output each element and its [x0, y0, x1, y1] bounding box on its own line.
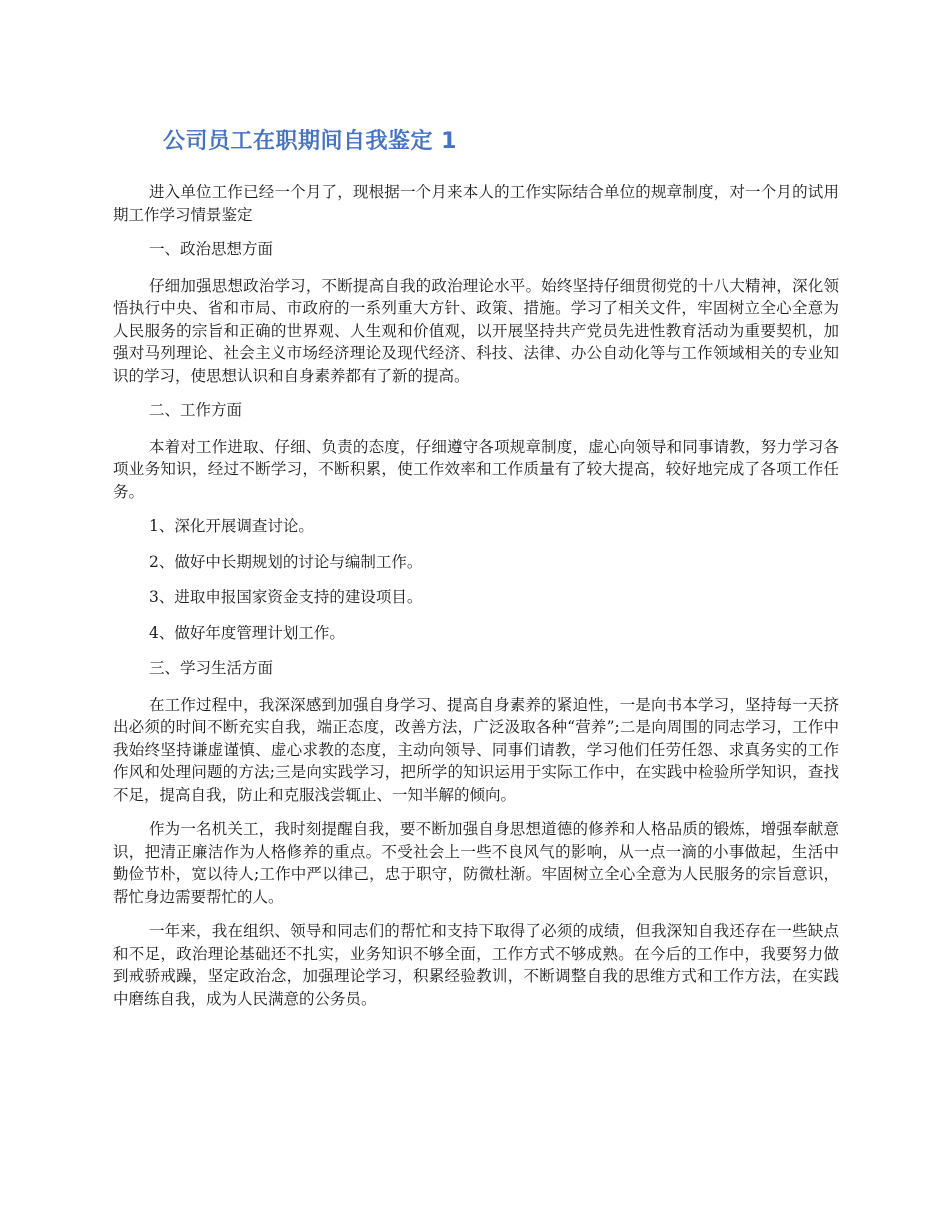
- list-item: 2、做好中长期规划的讨论与编制工作。: [149, 552, 423, 571]
- conduct-paragraph: 作为一名机关工，我时刻提醒自我，要不断加强自身思想道德的修养和人格品质的锻炼，增强奉献意识，把清正廉洁作为人格修养的重点。不受社会上一些不良风气的影响，从一点一滴的小事做起，生活中勤俭节朴，宽以待人;工作中严以律己，忠于职守，防微杜渐。牢固树立全心全意为人民服务的宗旨意识，帮忙身边需要帮忙的人。: [113, 820, 839, 906]
- intro-paragraph: 进入单位工作已经一个月了，现根据一个月来本人的工作实际结合单位的规章制度，对一个月的试用期工作学习情景鉴定: [113, 183, 839, 224]
- list-item: 3、进取申报国家资金支持的建设项目。: [149, 588, 423, 606]
- section-heading-political: 一、政治思想方面: [149, 240, 274, 258]
- document-title: 公司员工在职期间自我鉴定 1: [163, 129, 457, 154]
- work-paragraph: 本着对工作进取、仔细、负责的态度，仔细遵守各项规章制度，虚心向领导和同事请教，努力学习各项业务知识，经过不断学习，不断积累，使工作效率和工作质量有了较大提高，较好地完成了各项工作任务。: [113, 437, 839, 501]
- section-heading-study-life: 三、学习生活方面: [149, 659, 274, 677]
- study-paragraph: 在工作过程中，我深深感到加强自身学习、提高自身素养的紧迫性，一是向书本学习，坚持每一天挤出必须的时间不断充实自我，端正态度，改善方法，广泛汲取各种“营养”;二是向周围的同志学习，工作中我始终坚持谦虚谨慎、虚心求教的态度，主动向领导、同事们请教，学习他们任劳任怨、求真务实的工作作风和处理问题的方法;三是向实践学习，把所学的知识运用于实际工作中，在实践中检验所学知识，查找不足，提高自我，防止和克服浅尝辄止、一知半解的倾向。: [113, 695, 839, 804]
- list-item: 1、深化开展调查讨论。: [149, 517, 314, 535]
- political-paragraph: 仔细加强思想政治学习，不断提高自我的政治理论水平。始终坚持仔细贯彻党的十八大精神，深化领悟执行中央、省和市局、市政府的一系列重大方针、政策、措施。学习了相关文件，牢固树立全心全意为人民服务的宗旨和正确的世界观、人生观和价值观，以开展坚持共产党员先进性教育活动为重要契机，加强对马列理论、社会主义市场经济理论及现代经济、科技、法律、办公自动化等与工作领域相关的专业知识的学习，使思想认识和自身素养都有了新的提高。: [113, 276, 839, 385]
- document-page: [113, 125, 839, 1022]
- section-heading-work: 二、工作方面: [149, 401, 243, 419]
- list-item: 4、做好年度管理计划工作。: [149, 623, 345, 642]
- conclusion-paragraph: 一年来，我在组织、领导和同志们的帮忙和支持下取得了必须的成绩，但我深知自我还存在一些缺点和不足，政治理论基础还不扎实，业务知识不够全面，工作方式不够成熟。在今后的工作中，我要努力做到戒骄戒躁，坚定政治念，加强理论学习，积累经验教训，不断调整自我的思维方式和工作方法，在实践中磨练自我，成为人民满意的公务员。: [113, 922, 839, 1008]
